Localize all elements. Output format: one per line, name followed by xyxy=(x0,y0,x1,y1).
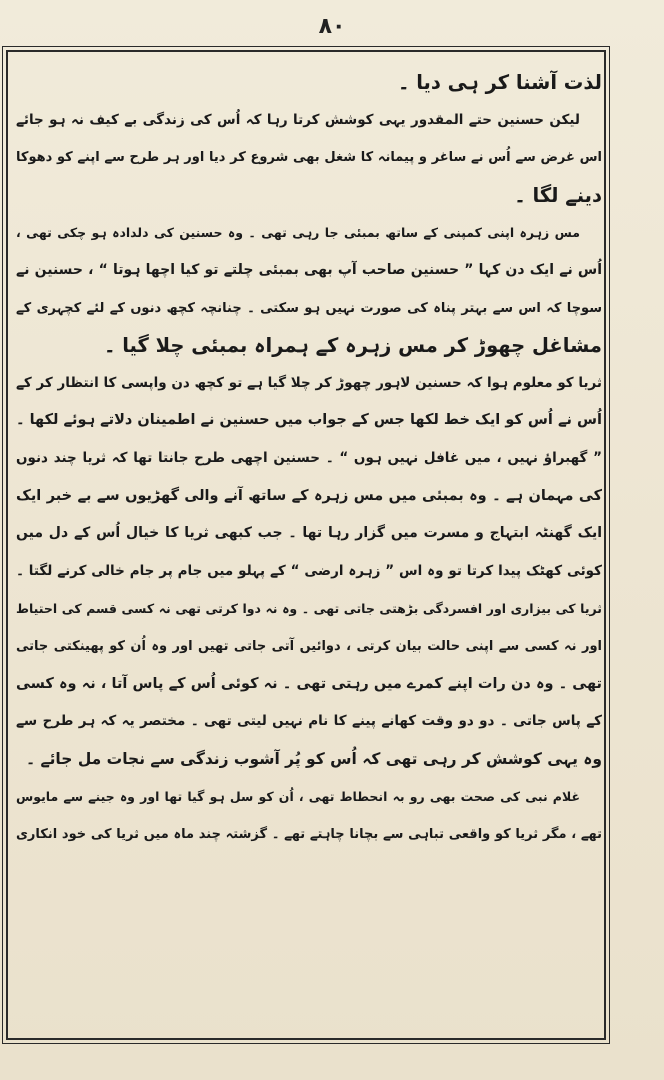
text-line: سوچا کہ اس سے بہتر پناہ کی صورت نہیں ہو سکتی ۔ چنانچہ کچھ دنوں کے لئے کچہری کے xyxy=(16,300,602,316)
text-line: مس زہرہ اپنی کمپنی کے ساتھ بمبئی جا رہی تھی ۔ وہ حسنین کی دلدادہ ہو چکی تھی ، xyxy=(16,225,580,241)
text-line: غلام نبی کی صحت بھی رو بہ انحطاط تھی ، اُن کو سل ہو گیا تھا اور وہ جینے سے مایوس xyxy=(16,789,580,805)
text-line: اُس نے اُس کو ایک خط لکھا جس کے جواب میں حسنین نے اطمینان دلاتے ہوئے لکھا ۔ xyxy=(16,412,602,429)
text-line: مشاغل چھوڑ کر مس زہرہ کے ہمراہ بمبئی چلا گیا ۔ xyxy=(103,333,602,358)
page-number: ۸۰ xyxy=(318,14,346,39)
text-line: اُس نے ایک دن کہا ” حسنین صاحب آپ بھی بمبئی چلتے تو کیا اچھا ہوتا “ ، حسنین نے xyxy=(16,261,602,279)
text-line: ثریا کو معلوم ہوا کہ حسنین لاہور چھوڑ کر چلا گیا ہے تو کچھ دن واپسی کا انتظار کر کے xyxy=(16,374,602,391)
text-line: ” گھبراؤ نہیں ، میں غافل نہیں ہوں “ ۔ حسنین اچھی طرح جانتا تھا کہ ثریا چند دنوں xyxy=(16,449,602,467)
text-line: ایک گھنٹہ ابتہاج و مسرت میں گزار رہا تھا ۔ جب کبھی ثریا کا خیال اُس کے دل میں xyxy=(16,524,602,542)
text-line: کے پاس جاتی ۔ دو دو وقت کھانے پینے کا نام نہیں لیتی تھی ۔ مختصر یہ کہ ہر طرح سے xyxy=(16,712,602,730)
text-line: تھی ۔ وہ دن رات اپنے کمرے میں رہتی تھی ۔ نہ کوئی اُس کے پاس آتا ، نہ وہ کسی xyxy=(16,675,602,692)
text-line: لیکن حسنین حتے المقدور یہی کوشش کرتا رہا کہ اُس کی زندگی بے کیف نہ ہو جائے xyxy=(16,111,580,128)
text-line: لذت آشنا کر ہی دیا ۔ xyxy=(398,70,602,95)
text-line: کوئی کھٹک پیدا کرتا تو وہ اس ” زہرہ ارضی “ کے پہلو میں جام پر جام خالی کرنے لگتا ۔ xyxy=(16,562,602,579)
text-line: اور نہ کسی سے اپنی حالت بیان کرتی ، دوائیں آتی جاتی تھیں اور وہ اُن کو پھینکتی جاتی xyxy=(16,638,602,655)
text-line: اس غرض سے اُس نے ساغر و پیمانہ کا شغل بھی شروع کر دیا اور ہر طرح سے اپنے کو دھوکا xyxy=(16,150,602,166)
text-line: وہ یہی کوشش کر رہی تھی کہ اُس کو پُر آشوب زندگی سے نجات مل جائے ۔ xyxy=(26,749,602,768)
text-line: دینے لگا ۔ xyxy=(514,183,602,208)
text-line: کی مہمان ہے ۔ وہ بمبئی میں مس زہرہ کے ساتھ آنے والی گھڑیوں سے بے خبر ایک xyxy=(16,487,602,504)
page-text-body xyxy=(16,64,602,1024)
text-line: تھے ، مگر ثریا کو واقعی تباہی سے بچانا چاہتے تھے ۔ گزشتہ چند ماہ میں ثریا کی خود انکاری xyxy=(16,826,602,843)
text-line: ثریا کی بیزاری اور افسردگی بڑھتی جاتی تھی ۔ وہ نہ دوا کرتی تھی نہ کسی قسم کی احتیاط xyxy=(16,601,602,617)
